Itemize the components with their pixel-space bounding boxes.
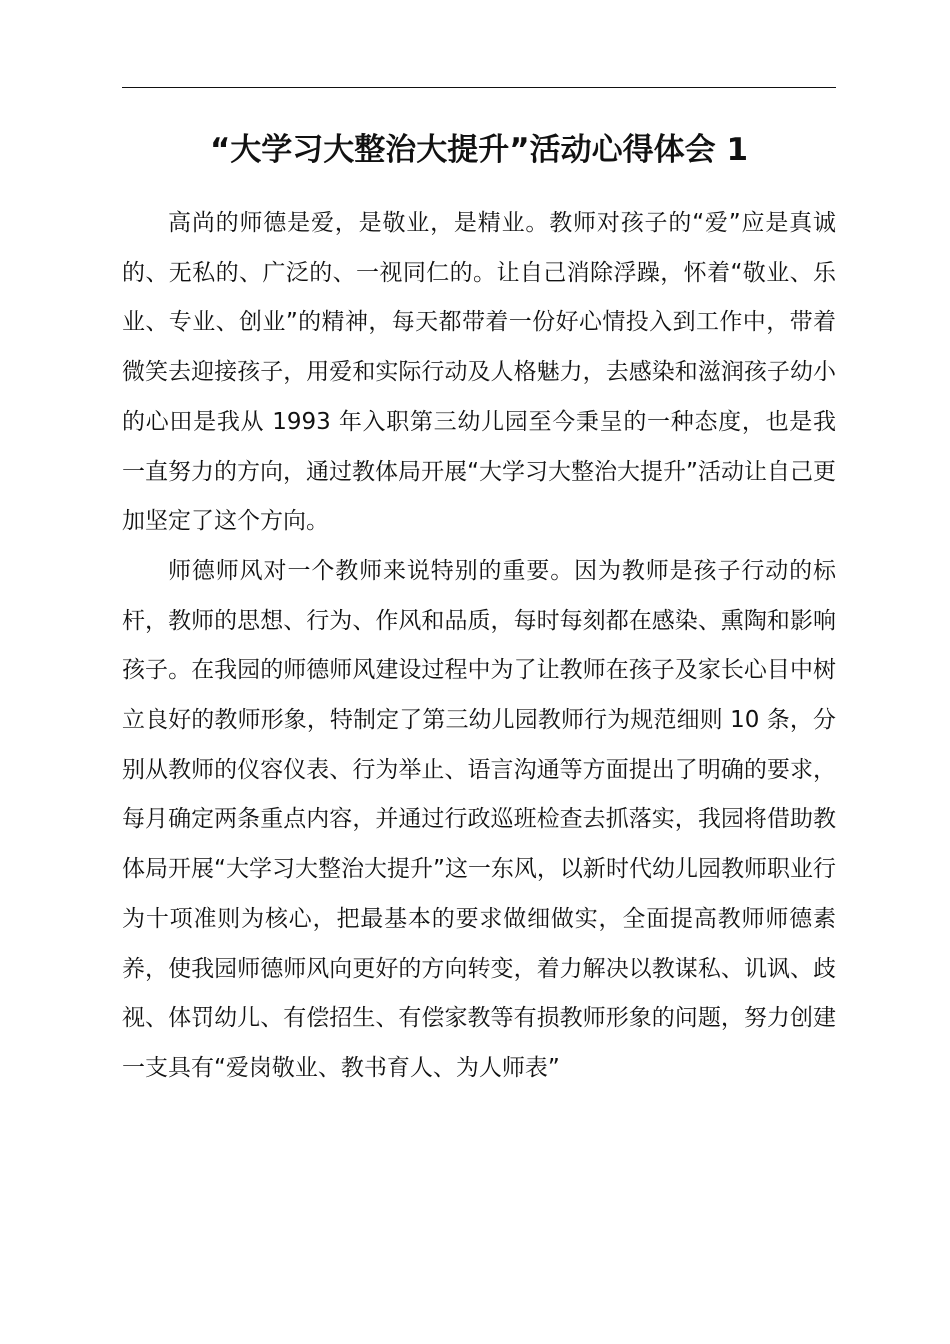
document-title: “大学习大整治大提升”活动心得体会 1 <box>209 132 749 168</box>
paragraph-1: 高尚的师德是爱，是敬业，是精业。教师对孩子的“爱”应是真诚的、无私的、广泛的、一视同仁的。让自己消除浮躁，怀着“敬业、乐业、专业、创业”的精神，每天都带着一份好心情投入到工作中，带着微笑去迎接孩子，用爱和实际行动及人格魅力，去感染和滋润孩子幼小的心田是我从 1993 年入职第三幼儿园至今秉呈的一种态度，也是我一直努力的方向，通过教体局开展“大学习大整治大提升”活动让自己更加坚定了这个方向。 <box>122 210 836 535</box>
header-rule <box>122 87 836 88</box>
paragraph-2: 师德师风对一个教师来说特别的重要。因为教师是孩子行动的标杆，教师的思想、行为、作风和品质，每时每刻都在感染、熏陶和影响孩子。在我园的师德师风建设过程中为了让教师在孩子及家长心目中树立良好的教师形象，特制定了第三幼儿园教师行为规范细则 10 条，分别从教师的仪容仪表、行为举止、语言沟通等方面提出了明确的要求，每月确定两条重点内容，并通过行政巡班检查去抓落实，我园将借助教体局开展“大学习大整治大提升”这一东风，以新时代幼儿园教师职业行为十项准则为核心，把最基本的要求做细做实，全面提高教师师德素养，使我园师德师风向更好的方向转变，着力解决以教谋私、讥讽、歧视、体罚幼儿、有偿招生、有偿家教等有损教师形象的问题，努力创建一支具有“爱岗敬业、教书育人、为人师表” <box>122 557 836 1081</box>
document-body <box>122 199 836 1094</box>
